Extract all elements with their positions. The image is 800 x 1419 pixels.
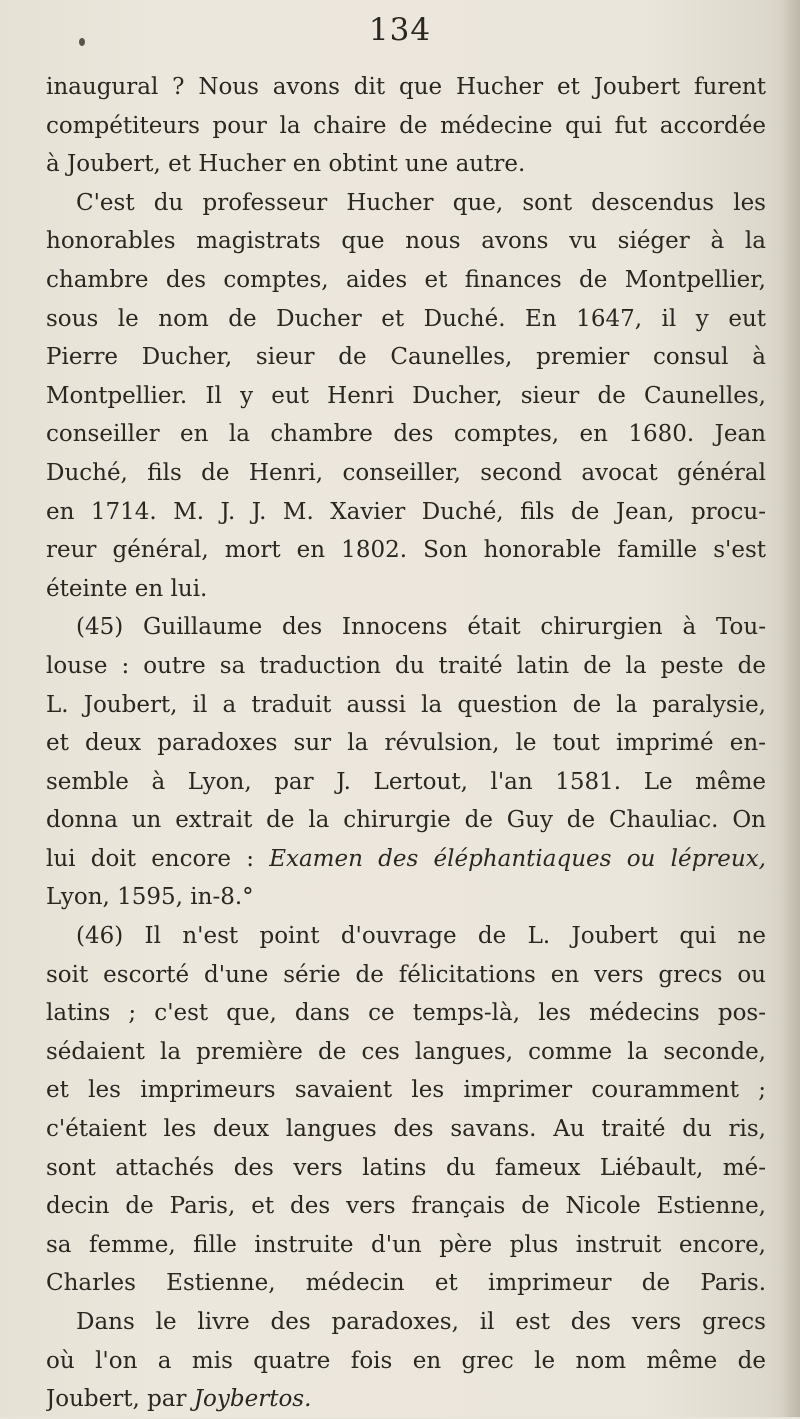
line-text: latins ; c'est que, dans ce temps-là, les médecins pos-	[46, 1000, 766, 1027]
text-line	[46, 1110, 766, 1149]
line-text: éteinte en lui.	[46, 575, 208, 602]
line-text: Lyon, 1595, in-8.°	[46, 884, 254, 911]
line-text: (46) Il n'est point d'ouvrage de L. Joubert qui ne	[76, 923, 766, 950]
text-line	[46, 184, 766, 223]
line-text: à Joubert, et Hucher en obtint une autre.	[46, 151, 526, 178]
text-line	[46, 454, 766, 493]
line-text: (45) Guillaume des Innocens était chirurgien à Tou-	[76, 614, 766, 641]
text-line	[46, 686, 766, 725]
text-line	[46, 724, 766, 763]
line-text: lui doit encore :	[46, 845, 254, 872]
line-text: soit escorté d'une série de félicitations en vers grecs ou	[46, 961, 766, 988]
line-text: decin de Paris, et des vers français de Nicole Estienne,	[46, 1193, 766, 1220]
line-text: louse : outre sa traduction du traité latin de la peste de	[46, 652, 766, 679]
text-line	[46, 1380, 766, 1419]
text-line	[46, 300, 766, 339]
text-line	[46, 493, 766, 532]
line-text: Joubert, par	[46, 1386, 187, 1413]
line-text: Duché, fils de Henri, conseiller, second avocat général	[46, 459, 766, 486]
line-text: reur général, mort en 1802. Son honorable famille s'est	[46, 537, 766, 564]
text-line	[46, 917, 766, 956]
line-text: c'étaient les deux langues des savans. Au traité du ris,	[46, 1116, 766, 1143]
text-line	[46, 1264, 766, 1303]
text-line	[46, 1187, 766, 1226]
body-text	[46, 68, 766, 1419]
line-text: honorables magistrats que nous avons vu siéger à la	[46, 228, 766, 255]
text-line	[46, 1033, 766, 1072]
line-text: et deux paradoxes sur la révulsion, le tout imprimé en-	[46, 730, 766, 757]
line-text: Montpellier. Il y eut Henri Ducher, sieur de Caunelles,	[46, 382, 766, 409]
text-line	[46, 1303, 766, 1342]
text-line	[46, 570, 766, 609]
text-line	[46, 1071, 766, 1110]
line-text: compétiteurs pour la chaire de médecine qui fut accordée	[46, 112, 766, 139]
text-line	[46, 994, 766, 1033]
text-line	[46, 801, 766, 840]
line-text: L. Joubert, il a traduit aussi la question de la paralysie,	[46, 691, 766, 718]
italic-title: Joybertos.	[193, 1386, 312, 1413]
line-text: sont attachés des vers latins du fameux Liébault, mé-	[46, 1154, 766, 1181]
line-text: et les imprimeurs savaient les imprimer couramment ;	[46, 1077, 766, 1104]
line-text: semble à Lyon, par J. Lertout, l'an 1581. Le même	[46, 768, 766, 795]
line-text: sa femme, fille instruite d'un père plus instruit encore,	[46, 1231, 766, 1258]
text-line	[46, 1342, 766, 1381]
line-text: Charles Estienne, médecin et imprimeur de Paris.	[46, 1270, 766, 1297]
text-line	[46, 840, 766, 879]
text-line	[46, 878, 766, 917]
text-line	[46, 956, 766, 995]
line-text: où l'on a mis quatre fois en grec le nom même de	[46, 1347, 766, 1374]
line-text: Pierre Ducher, sieur de Caunelles, premier consul à	[46, 344, 766, 371]
italic-title: Examen des éléphantiaques ou lépreux,	[269, 845, 766, 872]
text-line	[46, 1149, 766, 1188]
text-line	[46, 415, 766, 454]
line-text: sédaient la première de ces langues, comme la seconde,	[46, 1038, 766, 1065]
text-line	[46, 338, 766, 377]
text-line	[46, 647, 766, 686]
line-text: chambre des comptes, aides et finances de Montpellier,	[46, 266, 766, 293]
line-text: inaugural ? Nous avons dit que Hucher et Joubert furent	[46, 74, 766, 100]
line-text: Dans le livre des paradoxes, il est des vers grecs	[76, 1309, 766, 1335]
page-edge-shadow	[782, 0, 800, 1417]
line-text: C'est du professeur Hucher que, sont descendus les	[76, 189, 766, 216]
text-line	[46, 531, 766, 570]
text-line	[46, 261, 766, 300]
text-line	[46, 107, 766, 146]
text-line	[46, 68, 766, 107]
line-text: en 1714. M. J. J. M. Xavier Duché, fils de Jean, procu-	[46, 498, 766, 525]
text-line	[46, 763, 766, 802]
text-line	[46, 608, 766, 647]
line-text: sous le nom de Ducher et Duché. En 1647, il y eut	[46, 305, 766, 332]
text-line	[46, 145, 766, 184]
text-line	[46, 1226, 766, 1265]
page-number: 134	[368, 12, 432, 48]
text-line	[46, 222, 766, 261]
text-line	[46, 377, 766, 416]
line-text: conseiller en la chambre des comptes, en 1680. Jean	[46, 421, 766, 448]
line-text: donna un extrait de la chirurgie de Guy de Chauliac. On	[46, 807, 766, 834]
